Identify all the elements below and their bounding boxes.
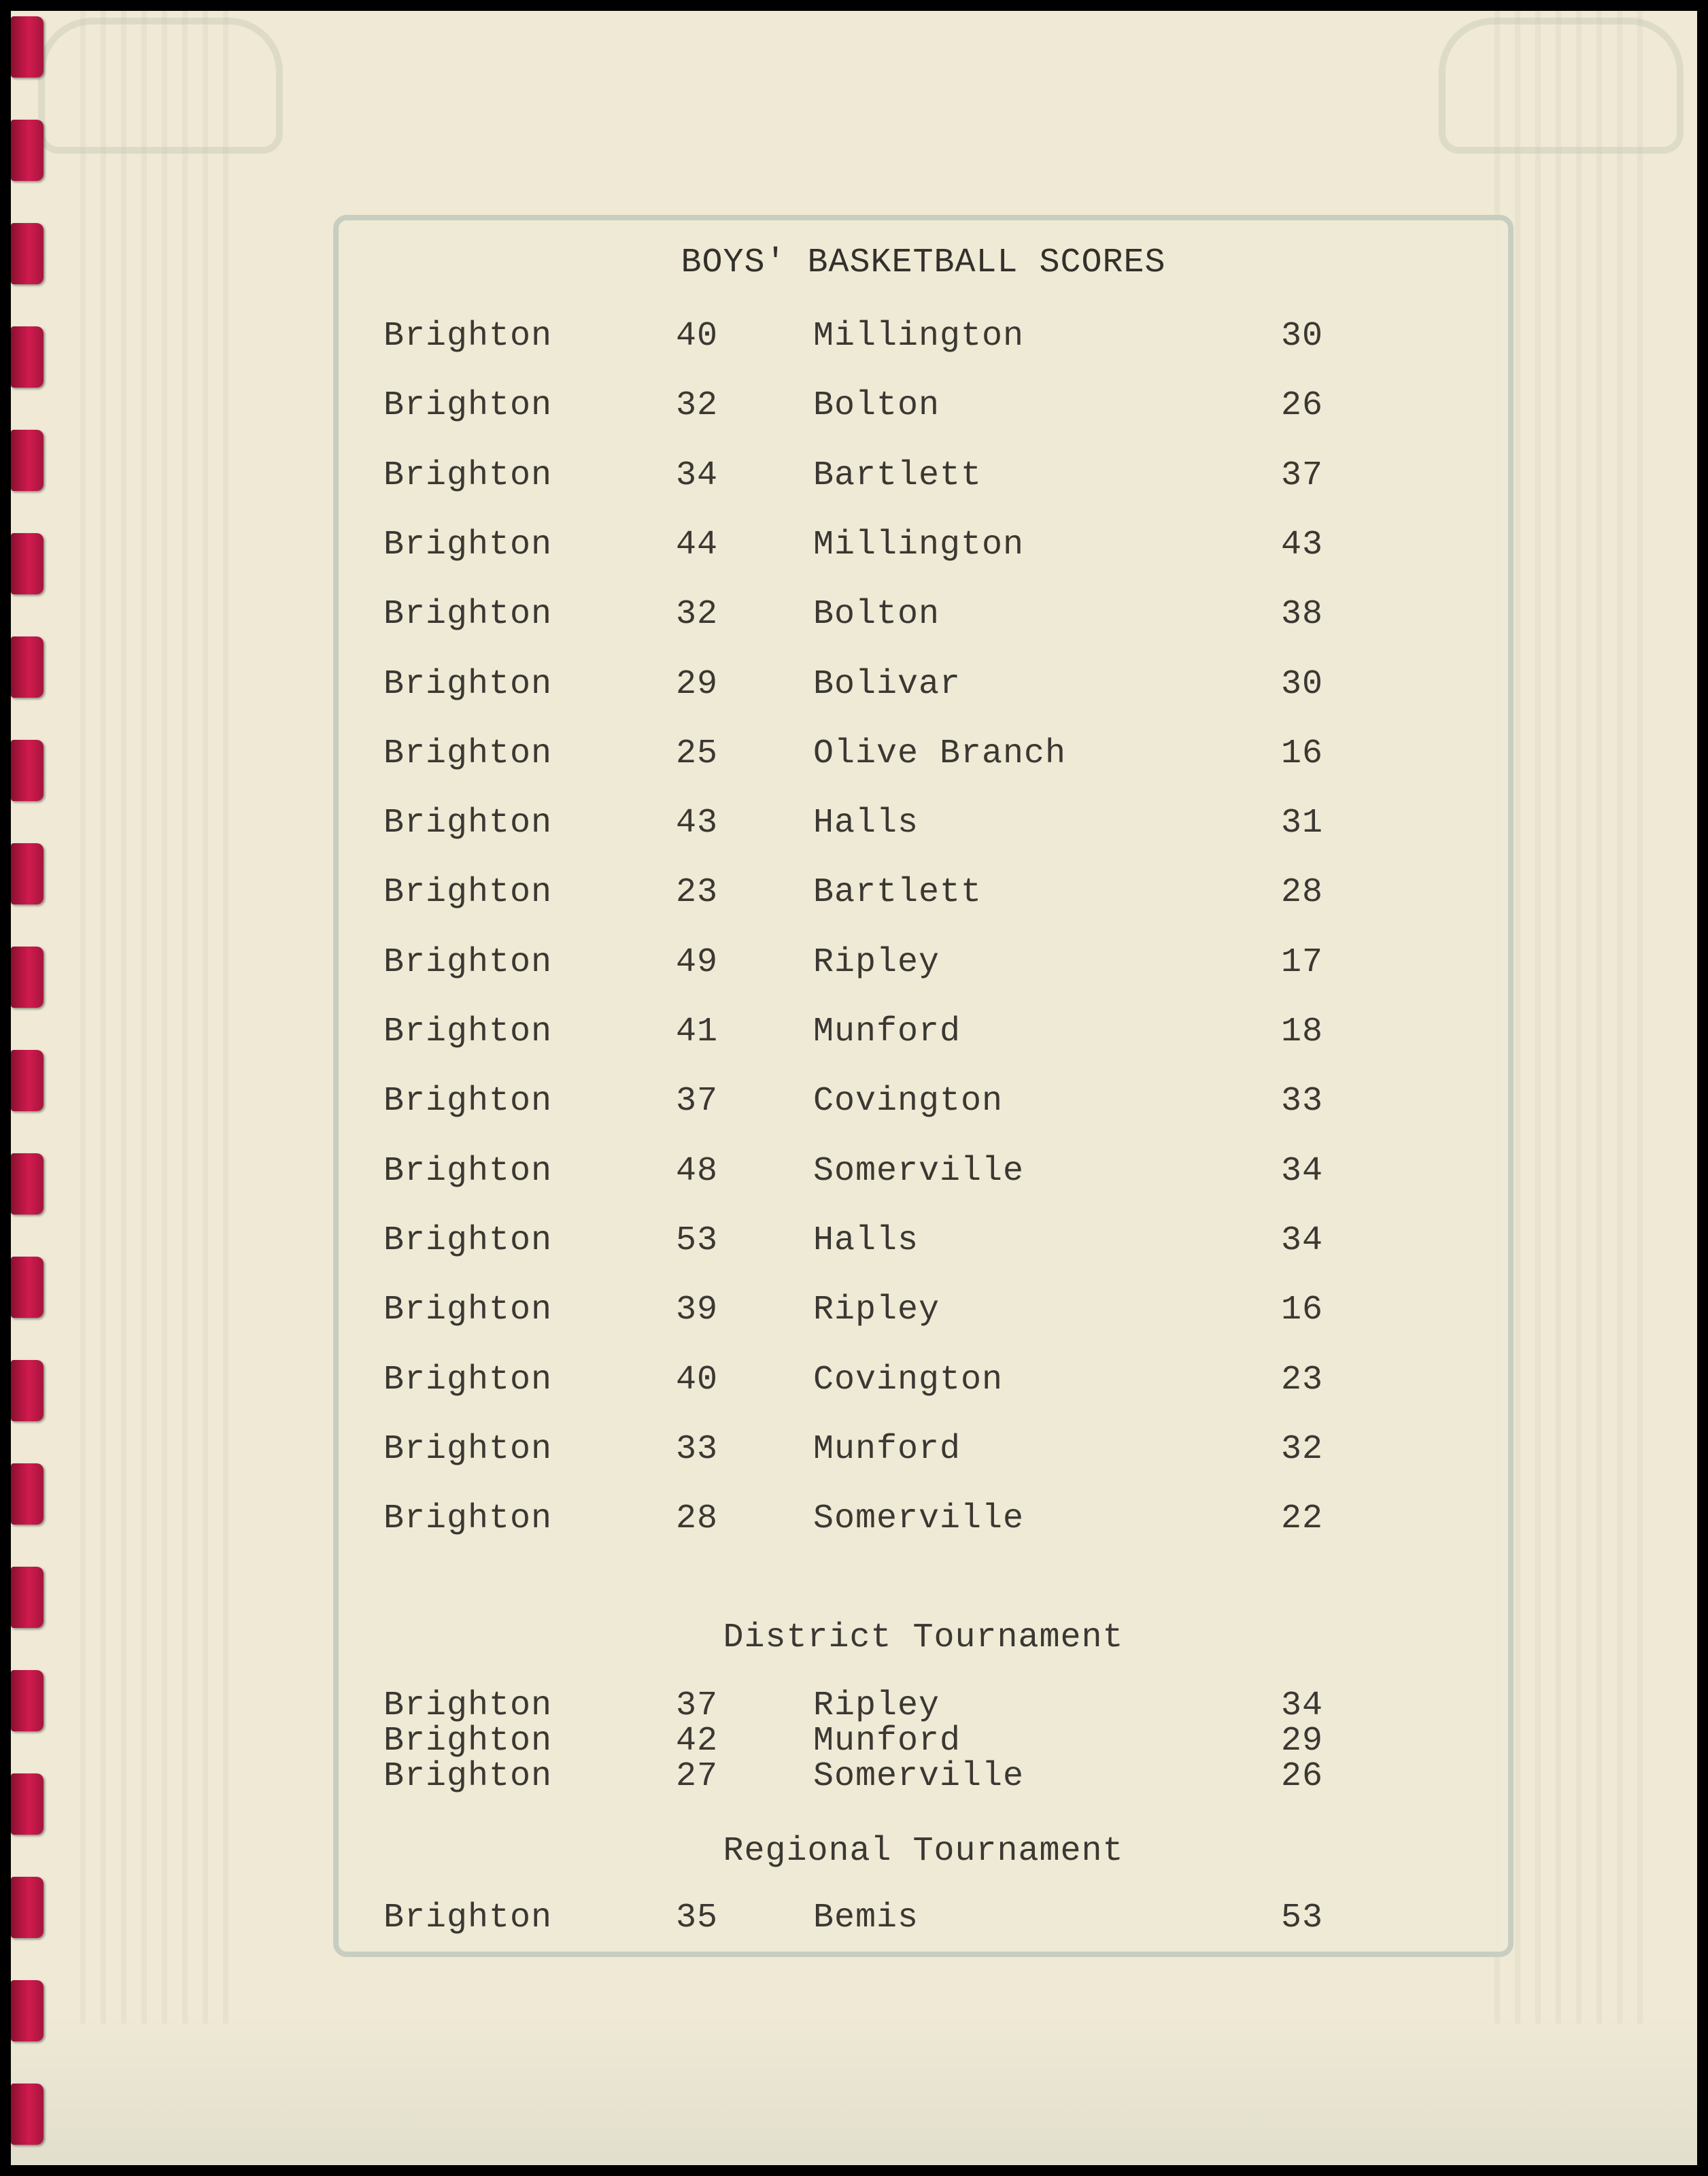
team-name: Brighton bbox=[383, 942, 553, 982]
team-name: Brighton bbox=[383, 1429, 553, 1469]
opponent-name: Halls bbox=[813, 804, 919, 843]
opponent-score: 32 bbox=[1281, 1429, 1324, 1469]
opponent-name: Somerville bbox=[813, 1499, 1025, 1539]
team-name: Brighton bbox=[383, 1722, 553, 1761]
team-score: 32 bbox=[676, 386, 719, 426]
opponent-name: Somerville bbox=[813, 1757, 1025, 1796]
opponent-name: Bolton bbox=[813, 386, 940, 426]
team-name: Brighton bbox=[383, 1899, 553, 1937]
team-score: 40 bbox=[676, 1360, 719, 1399]
page-title: BOYS' BASKETBALL SCORES bbox=[681, 243, 1166, 282]
team-score: 37 bbox=[676, 1686, 719, 1725]
team-name: Brighton bbox=[383, 1082, 553, 1121]
opponent-score: 33 bbox=[1281, 1082, 1324, 1121]
team-name: Brighton bbox=[383, 1499, 553, 1539]
opponent-score: 30 bbox=[1281, 664, 1324, 704]
opponent-name: Bemis bbox=[813, 1899, 919, 1937]
opponent-score: 53 bbox=[1281, 1899, 1324, 1937]
team-name: Brighton bbox=[383, 1013, 553, 1051]
team-score: 34 bbox=[676, 456, 719, 495]
team-name: Brighton bbox=[383, 386, 553, 426]
opponent-name: Bartlett bbox=[813, 456, 983, 495]
game-row bbox=[11, 1430, 1697, 1478]
team-name: Brighton bbox=[383, 595, 553, 634]
opponent-name: Munford bbox=[813, 1013, 961, 1051]
opponent-name: Olive Branch bbox=[813, 734, 1067, 773]
opponent-score: 26 bbox=[1281, 386, 1324, 426]
opponent-score: 18 bbox=[1281, 1013, 1324, 1051]
game-row bbox=[11, 595, 1697, 643]
opponent-score: 23 bbox=[1281, 1360, 1324, 1399]
game-row bbox=[11, 1013, 1697, 1060]
opponent-score: 28 bbox=[1281, 873, 1324, 913]
team-score: 44 bbox=[676, 525, 719, 564]
team-name: Brighton bbox=[383, 873, 553, 913]
opponent-name: Ripley bbox=[813, 1686, 940, 1725]
opponent-name: Ripley bbox=[813, 1291, 940, 1330]
team-name: Brighton bbox=[383, 1221, 553, 1260]
binding-ring bbox=[11, 1980, 44, 2041]
opponent-score: 38 bbox=[1281, 595, 1324, 634]
team-score: 53 bbox=[676, 1221, 719, 1260]
team-name: Brighton bbox=[383, 1151, 553, 1191]
binding-ring bbox=[11, 16, 44, 78]
opponent-score: 34 bbox=[1281, 1221, 1324, 1260]
team-score: 43 bbox=[676, 804, 719, 843]
game-row bbox=[11, 1899, 1697, 1946]
opponent-score: 16 bbox=[1281, 1291, 1324, 1330]
game-row bbox=[11, 804, 1697, 851]
game-row bbox=[11, 665, 1697, 713]
binding-ring bbox=[11, 1567, 44, 1628]
game-row bbox=[11, 943, 1697, 991]
opponent-name: Millington bbox=[813, 317, 1025, 356]
opponent-score: 34 bbox=[1281, 1686, 1324, 1725]
team-score: 37 bbox=[676, 1082, 719, 1121]
team-name: Brighton bbox=[383, 525, 553, 564]
game-row bbox=[11, 456, 1697, 504]
team-name: Brighton bbox=[383, 1757, 553, 1796]
opponent-name: Bartlett bbox=[813, 873, 983, 913]
team-score: 27 bbox=[676, 1757, 719, 1796]
opponent-name: Munford bbox=[813, 1429, 961, 1469]
game-row bbox=[11, 1082, 1697, 1129]
game-row bbox=[11, 1499, 1697, 1547]
team-name: Brighton bbox=[383, 1686, 553, 1725]
district-heading: District Tournament bbox=[723, 1618, 1124, 1657]
team-name: Brighton bbox=[383, 734, 553, 773]
game-row bbox=[11, 317, 1697, 364]
game-row bbox=[11, 1221, 1697, 1269]
team-score: 42 bbox=[676, 1722, 719, 1761]
opponent-score: 17 bbox=[1281, 942, 1324, 982]
game-row bbox=[11, 1152, 1697, 1200]
opponent-score: 31 bbox=[1281, 804, 1324, 843]
team-name: Brighton bbox=[383, 664, 553, 704]
opponent-score: 22 bbox=[1281, 1499, 1324, 1539]
team-name: Brighton bbox=[383, 804, 553, 843]
game-row bbox=[11, 1757, 1697, 1805]
opponent-name: Covington bbox=[813, 1082, 1004, 1121]
opponent-score: 43 bbox=[1281, 525, 1324, 564]
opponent-name: Munford bbox=[813, 1722, 961, 1761]
team-name: Brighton bbox=[383, 1291, 553, 1330]
team-score: 25 bbox=[676, 734, 719, 773]
team-name: Brighton bbox=[383, 1360, 553, 1399]
team-score: 32 bbox=[676, 595, 719, 634]
game-row bbox=[11, 1361, 1697, 1408]
regional-heading: Regional Tournament bbox=[723, 1832, 1124, 1871]
team-score: 39 bbox=[676, 1291, 719, 1330]
opponent-name: Bolton bbox=[813, 595, 940, 634]
binding-ring bbox=[11, 120, 44, 181]
team-score: 49 bbox=[676, 942, 719, 982]
opponent-score: 37 bbox=[1281, 456, 1324, 495]
binding-ring bbox=[11, 223, 44, 284]
game-row bbox=[11, 386, 1697, 434]
opponent-score: 26 bbox=[1281, 1757, 1324, 1796]
team-score: 28 bbox=[676, 1499, 719, 1539]
opponent-name: Millington bbox=[813, 525, 1025, 564]
team-score: 33 bbox=[676, 1429, 719, 1469]
opponent-name: Somerville bbox=[813, 1151, 1025, 1191]
game-row bbox=[11, 734, 1697, 782]
game-row bbox=[11, 526, 1697, 573]
team-score: 40 bbox=[676, 317, 719, 356]
game-row bbox=[11, 873, 1697, 921]
opponent-name: Halls bbox=[813, 1221, 919, 1260]
opponent-name: Covington bbox=[813, 1360, 1004, 1399]
opponent-name: Ripley bbox=[813, 942, 940, 982]
team-score: 23 bbox=[676, 873, 719, 913]
binding-ring bbox=[11, 2084, 44, 2145]
team-score: 35 bbox=[676, 1899, 719, 1937]
yearbook-page bbox=[11, 11, 1697, 2165]
decorative-pedestal bbox=[11, 2016, 1697, 2165]
game-row bbox=[11, 1291, 1697, 1338]
team-name: Brighton bbox=[383, 317, 553, 356]
opponent-score: 29 bbox=[1281, 1722, 1324, 1761]
opponent-score: 16 bbox=[1281, 734, 1324, 773]
team-score: 29 bbox=[676, 664, 719, 704]
opponent-score: 30 bbox=[1281, 317, 1324, 356]
team-name: Brighton bbox=[383, 456, 553, 495]
team-score: 41 bbox=[676, 1013, 719, 1051]
opponent-score: 34 bbox=[1281, 1151, 1324, 1191]
opponent-name: Bolivar bbox=[813, 664, 961, 704]
team-score: 48 bbox=[676, 1151, 719, 1191]
